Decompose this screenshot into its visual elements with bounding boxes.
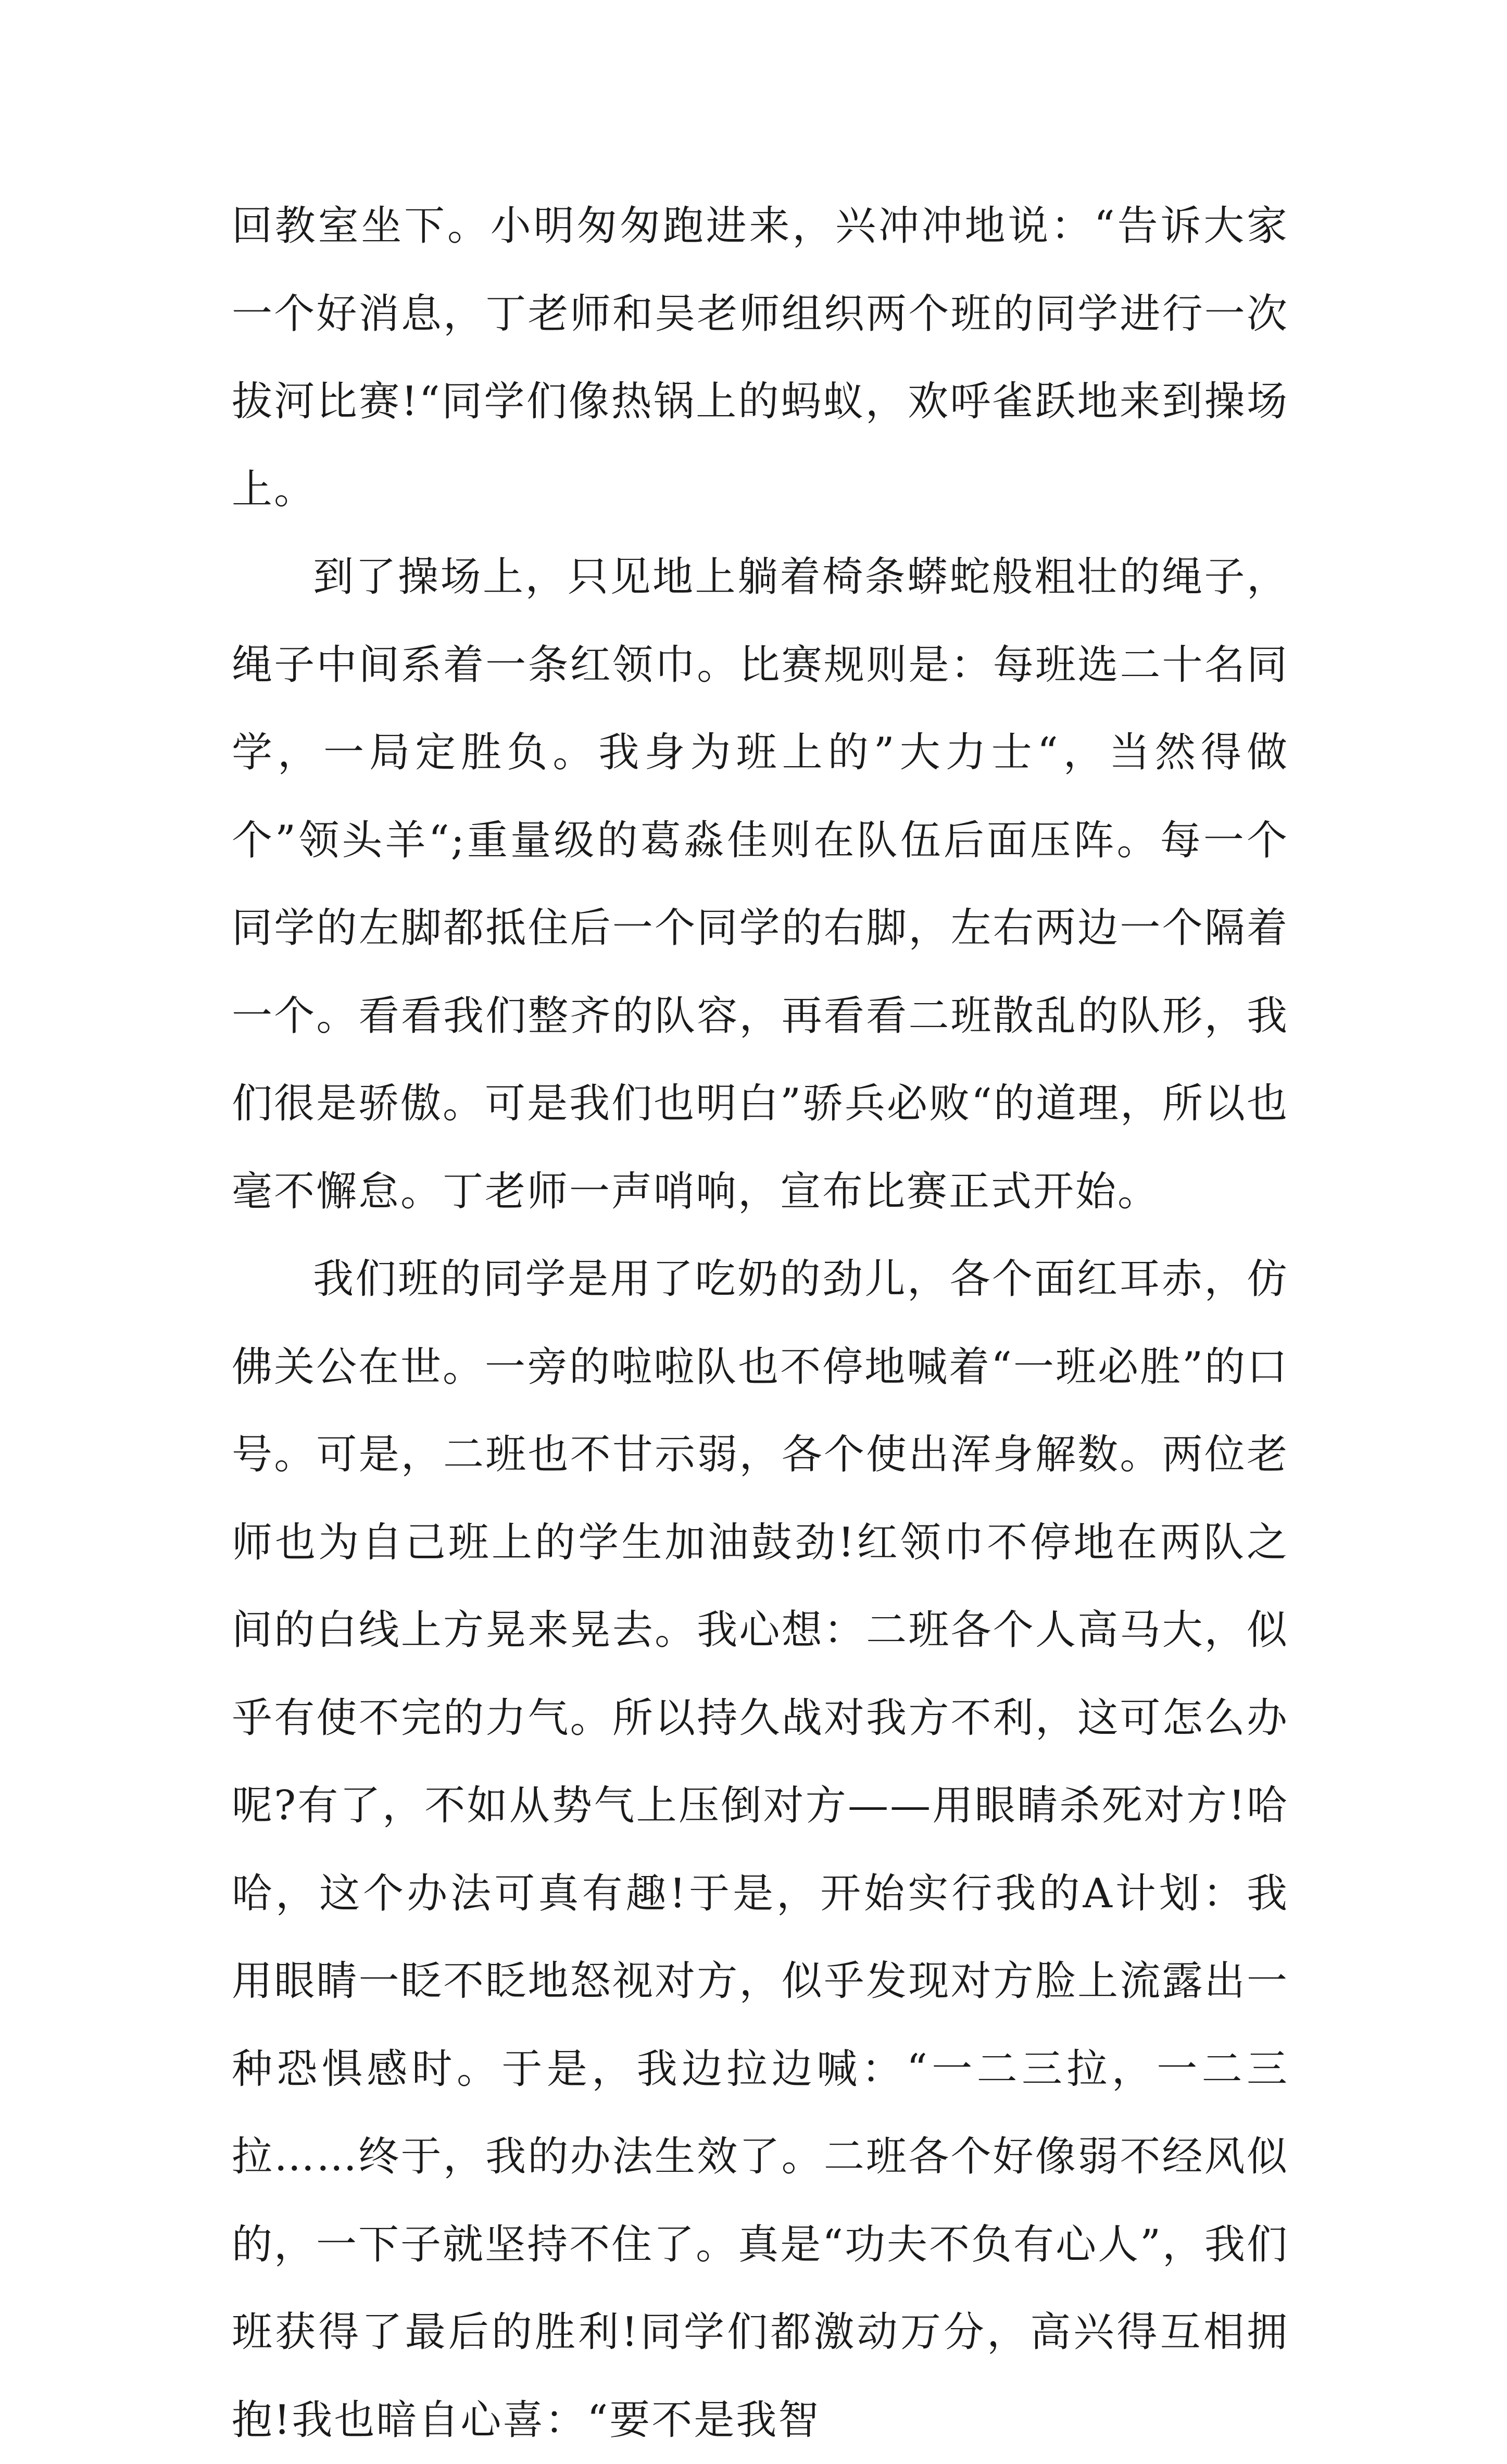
body-text [232, 182, 1289, 2464]
paragraph-3: 我们班的同学是用了吃奶的劲儿，各个面红耳赤，仿佛关公在世。一旁的啦啦队也不停地喊着“一班必胜”的口号。可是，二班也不甘示弱，各个使出浑身解数。两位老师也为自己班上的学生加油鼓劲!红领巾不停地在两队之间的白线上方晃来晃去。我心想：二班各个人高马大，似乎有使不完的力气。所以持久战对我方不利，这可怎么办呢?有了，不如从势气上压倒对方——用眼睛杀死对方!哈哈，这个办法可真有趣!于是，开始实行我的A计划：我用眼睛一眨不眨地怒视对方，似乎发现对方脸上流露出一种恐惧感时。于是，我边拉边喊：“一二三拉，一二三拉……终于，我的办法生效了。二班各个好像弱不经风似的，一下子就坚持不住了。真是“功夫不负有心人”，我们班获得了最后的胜利!同学们都激动万分，高兴得互相拥抱!我也暗自心喜：“要不是我智 [232, 1256, 1289, 2444]
paragraph-2: 到了操场上，只见地上躺着椅条蟒蛇般粗壮的绳子，绳子中间系着一条红领巾。比赛规则是：每班选二十名同学，一局定胜负。我身为班上的”大力士“，当然得做个”领头羊“;重量级的葛淼佳则在队伍后面压阵。每一个同学的左脚都抵住后一个同学的右脚，左右两边一个隔着一个。看看我们整齐的队容，再看看二班散乱的队形，我们很是骄傲。可是我们也明白”骄兵必败“的道理，所以也毫不懈怠。丁老师一声哨响，宣布比赛正式开始。 [232, 554, 1289, 1215]
paragraph-1: 回教室坐下。小明匆匆跑进来，兴冲冲地说：“告诉大家一个好消息，丁老师和吴老师组织两个班的同学进行一次拔河比赛!“同学们像热锅上的蚂蚁，欢呼雀跃地来到操场上。 [232, 203, 1289, 513]
